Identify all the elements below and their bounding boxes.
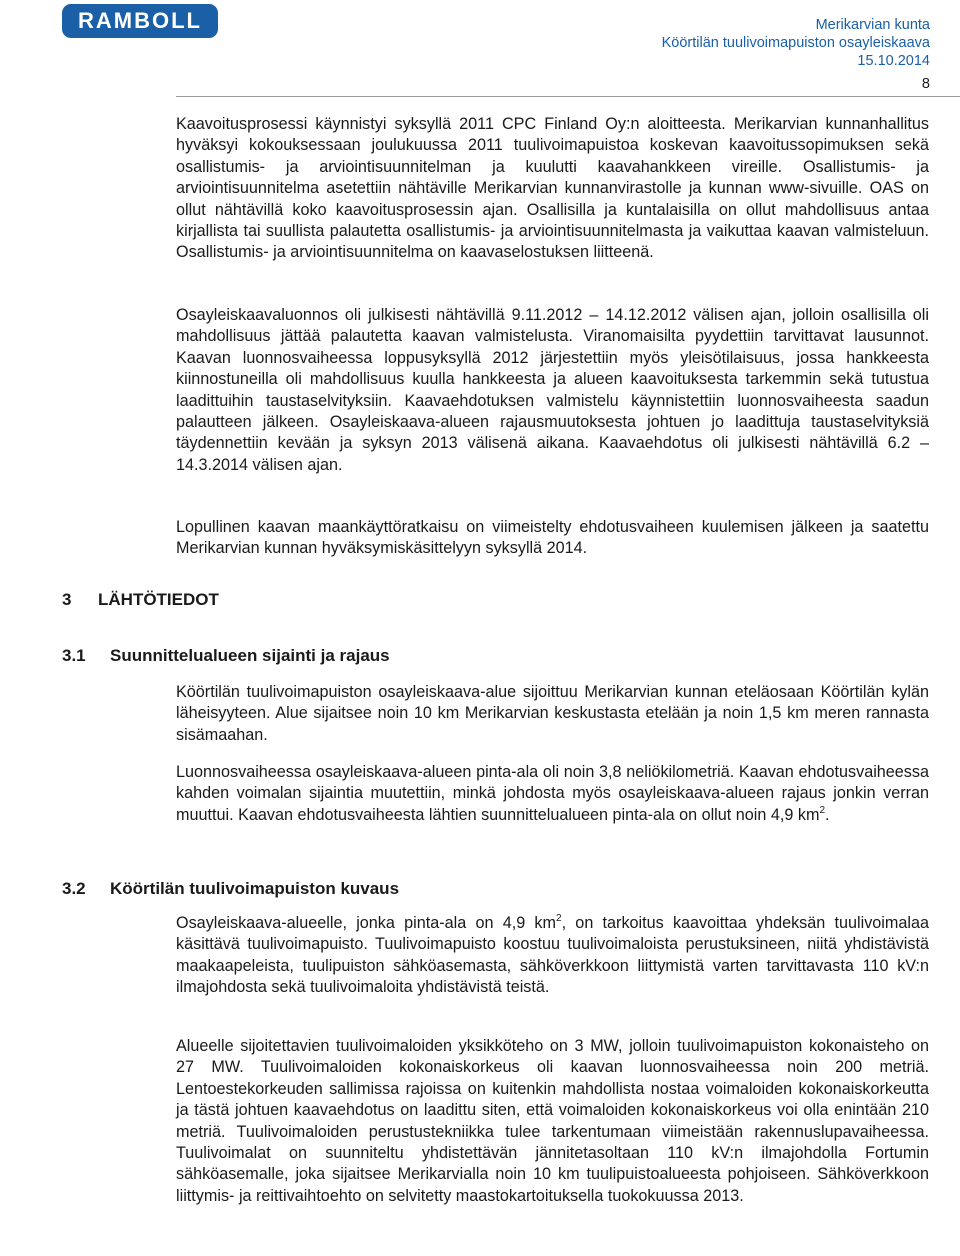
paragraph-process-start: Kaavoitusprosessi käynnistyi syksyllä 2011 CPC Finland Oy:n aloitteesta. Merikarvian kunnanhallitus hyväksyi kokouksessaan joulukuussa 2011 tuulivoimapuistoa koskevan kaavoitussopimuksen sekä osallistumis- ja arviointisuunnitelman ja kuulutti kaavahankkeen vireille. Osallistumis- ja arviointisuunnitelma asetettiin nähtäville Merikarvian kunnanvirastolle ja kunnan www-sivuille. OAS on ollut nähtävillä koko kaavoitusprosessin ajan. Osallisilla ja kuntalaisilla on ollut mahdollisuus antaa kirjallista tai suullista palautetta osallistumis- ja arviointisuunnitelmasta ja vaikuttaa kaavan valmisteluun. Osallistumis- ja arviointisuunnitelma on kaavaselostuksen liitteenä. [176,115,929,262]
section-title: LÄHTÖTIEDOT [98,590,219,609]
header-client: Merikarvian kunta [815,17,930,33]
section-number: 3 [62,590,72,609]
section-title: Köörtilän tuulivoimapuiston kuvaus [110,879,400,898]
paragraph-windpark-end: , on tarkoitus kaavoittaa yhdeksän tuulivoimalaa käsittävä tuulivoimapuisto. Tuulivoimapuisto koostuu tuulivoimaloista perustuksineen, niitä yhdistävistä maakaapeleista, tuulipuiston sähköasemasta, sähköverkkoon liittymistä varten tarvittavasta 110 kV:n ilmajohdosta sekä tuulivoimaloita yhdistävistä teistä. [176,914,929,997]
section-number: 3.2 [62,879,86,898]
paragraph-turbine-specs: Alueelle sijoitettavien tuulivoimaloiden yksikköteho on 3 MW, jolloin tuulivoimapuiston kokonaisteho on 27 MW. Tuulivoimaloiden kokonaiskorkeus oli kaavan luonnosvaiheessa noin 200 metriä. Lentoestekorkeuden sallimissa rajoissa on kuitenkin mahdollista nostaa voimaloiden kokonaiskorkeutta ja tästä johtuen kaavaehdotus on laadittu siten, että voimaloiden kokonaiskorkeus voi olla enintään 210 metriä. Tuulivoimaloiden perustustekniikka tulee tarkentumaan viimeistään rakennuslupavaiheessa. Tuulivoimalat on suunniteltu yhdistettävän jännitetasoltaan 110 kV:n ilmajohdolla Fortumin sähköasemalle, joka sijaitsee Merikarvialla noin 10 km tuulipuistoalueesta pohjoiseen. Sähköverkkoon liittymis- ja reittivaihtoehto on selvitetty maastokartoituksella tuokokuussa 2013. [176,1037,929,1205]
paragraph-final-solution: Lopullinen kaavan maankäyttöratkaisu on viimeistelty ehdotusvaiheen kuulemisen jälkeen ja saatettu Merikarvian kunnan hyväksymiskäsittelyyn syksyllä 2014. [176,518,929,558]
paragraph-area [176,762,929,826]
paragraph-location: Köörtilän tuulivoimapuiston osayleiskaava-alue sijoittuu Merikarvian kunnan eteläosaan Köörtilän kylän läheisyyteen. Alue sijaitsee noin 10 km Merikarvian keskustasta etelään ja noin 1,5 km meren rannasta sisämaahan. [176,683,929,744]
paragraph-windpark-description [176,913,929,999]
superscript-2: 2 [819,804,826,816]
page-number: 8 [921,76,930,92]
header-divider [176,96,960,97]
document-header [662,16,930,70]
paragraph-windpark-start: Osayleiskaava-alueelle, jonka pinta-ala on 4,9 km [176,914,557,932]
ramboll-logo: RAMBOLL [62,4,218,38]
section-heading-3-1 [62,646,390,666]
paragraph-draft-phase: Osayleiskaavaluonnos oli julkisesti nähtävillä 9.11.2012 – 14.12.2012 välisen ajan, jolloin osallisilla oli mahdollisuus jättää palautetta kaavan valmistelusta. Viranomaisilta pyydettiin tarvittavat lausunnot. Kaavan luonnosvaiheessa loppusyksyllä 2012 järjestettiin myös yleisötilaisuus, jossa hankkeesta kiinnostuneilla oli mahdollisuus kuulla hankkeesta ja alueen kaavoituksesta tarkemmin sekä tutustua laadittuihin taustaselvityksiin. Kaavaehdotuksen valmistelu käynnistettiin luonnosvaiheesta saadun palautteen jälkeen. Osayleiskaava-alueen rajausmuutoksesta johtuen jo laadittuja taustaselvityksiä täydennettiin kevään ja syksyn 2013 välisenä aikana. Kaavaehdotus oli julkisesti nähtävillä 6.2 – 14.3.2014 välisen ajan. [176,306,929,474]
section-heading-3-2 [62,879,399,899]
section-number: 3.1 [62,646,86,665]
header-date: 15.10.2014 [857,53,930,69]
paragraph-area-text: Luonnosvaiheessa osayleiskaava-alueen pinta-ala oli noin 3,8 neliökilometriä. Kaavan ehdotusvaiheessa kahden voimalan sijaintia muutettiin, minkä johdosta myös osayleiskaava-alueen rajaus jonkin verran muuttui. Kaavan ehdotusvaiheesta lähtien suunnittelualueen pinta-ala on ollut noin 4,9 km [176,763,929,824]
section-title: Suunnittelualueen sijainti ja rajaus [110,646,390,665]
header-project: Köörtilän tuulivoimapuiston osayleiskaava [661,35,930,51]
paragraph-area-end: . [825,805,830,824]
superscript-2: 2 [556,913,562,924]
section-heading-3 [62,590,219,610]
